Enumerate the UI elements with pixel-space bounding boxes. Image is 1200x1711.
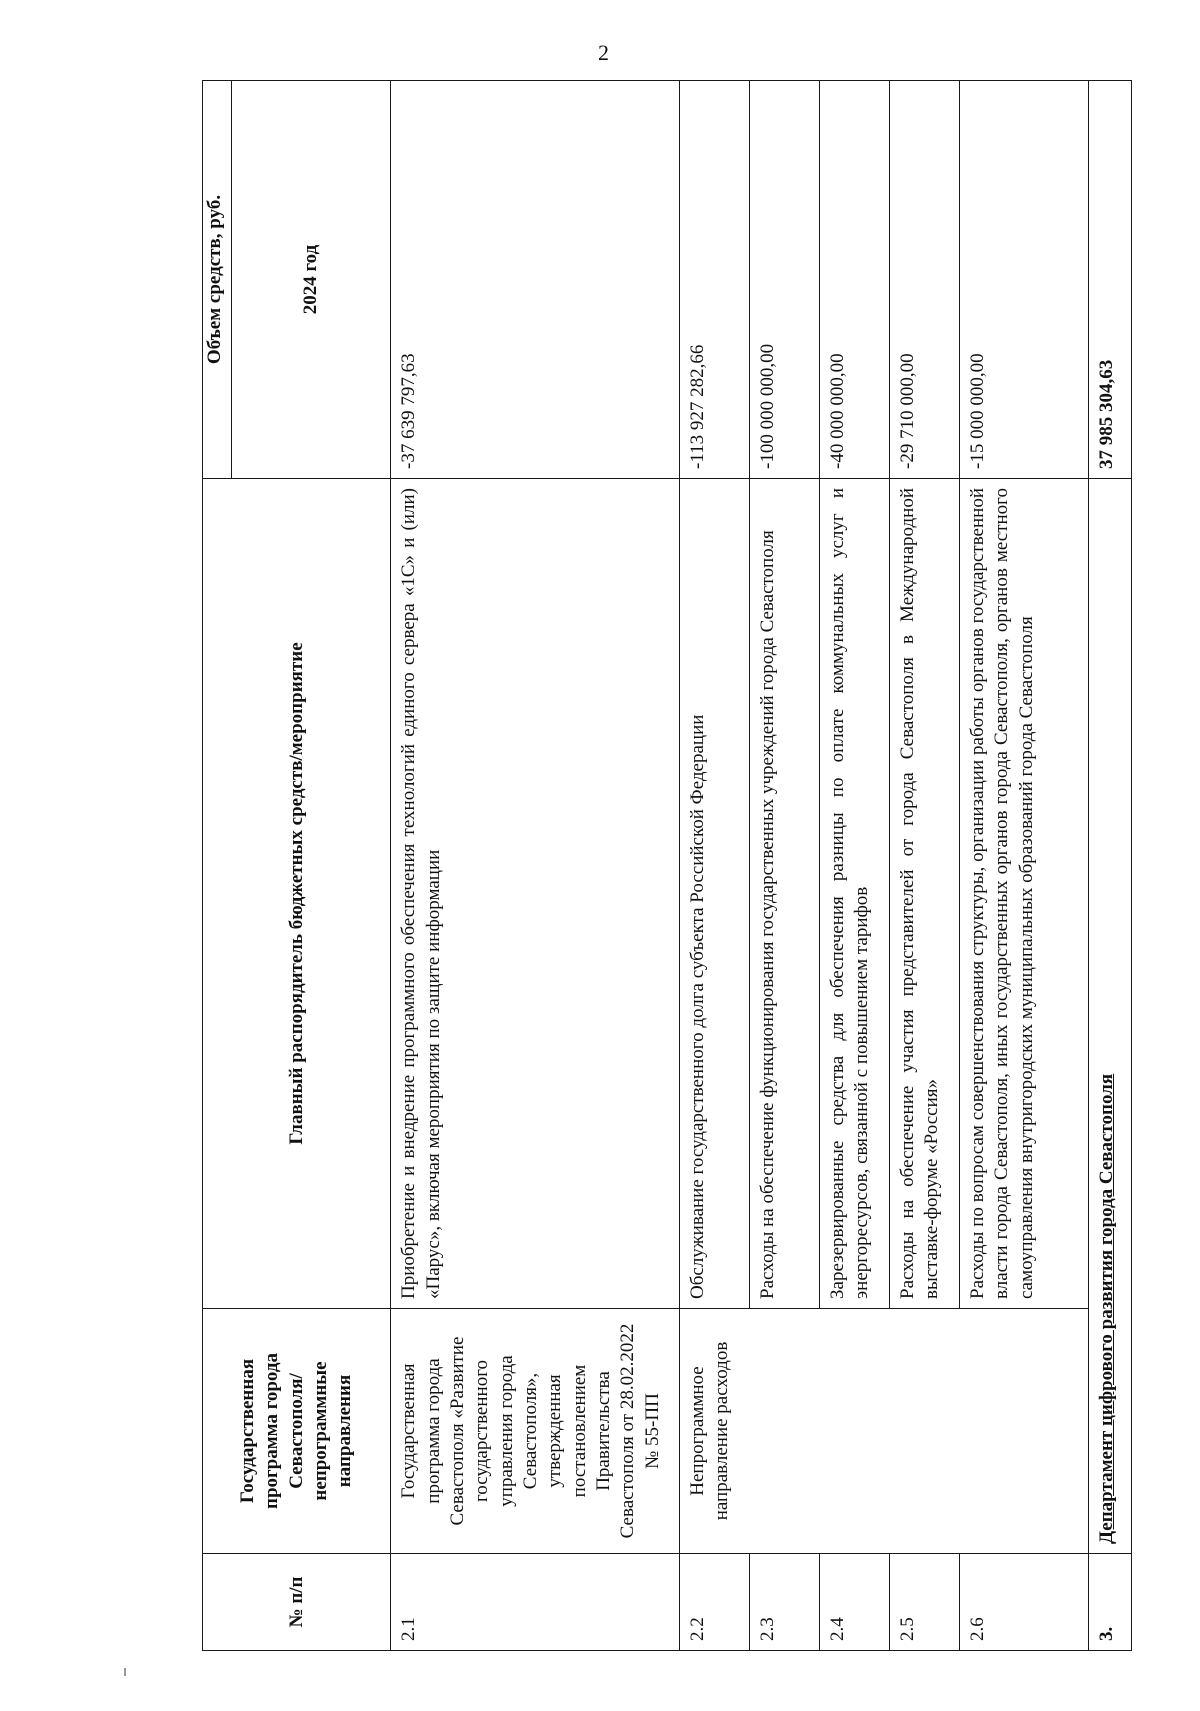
row-description: Зарезервированные средства для обеспечения разницы по оплате коммунальных услуг и энергоресурсов, связанной с повышением тарифов <box>820 479 890 1309</box>
table-row <box>680 81 750 1651</box>
row-amount: -29 710 000,00 <box>890 81 960 479</box>
row-amount: -40 000 000,00 <box>820 81 890 479</box>
header-amount <box>203 81 391 479</box>
row-amount: -113 927 282,66 <box>680 81 750 479</box>
row-number: 2.1 <box>391 1554 680 1651</box>
budget-table-rotated <box>202 81 1132 1651</box>
row-number: 2.3 <box>750 1554 820 1651</box>
budget-table <box>202 80 1132 1651</box>
row-number: 2.4 <box>820 1554 890 1651</box>
header-amount-year: 2024 год <box>300 244 322 315</box>
row-description: Расходы по вопросам совершенствования структуры, организации работы органов государственной власти города Севастополя, иных государственных органов города Севастополя, органов местного самоуправления внутригородских муниципальных образований города Севастополя <box>960 479 1089 1309</box>
total-description: Департамент цифрового развития города Севастополя <box>1088 479 1131 1554</box>
row-description: Приобретение и внедрение программного обеспечения технологий единого сервера «1С» и (или) «Парус», включая мероприятия по защите информации <box>391 479 680 1309</box>
row-amount: -37 639 797,63 <box>391 81 680 479</box>
header-amount-label: Объем средств, руб. <box>203 81 232 478</box>
row-number: 2.2 <box>680 1554 750 1651</box>
row-amount: -100 000 000,00 <box>750 81 820 479</box>
header-program: Государственная программа города Севастополя/ непрограммные направления <box>203 1309 391 1554</box>
row-description: Обслуживание государственного долга субъекта Российской Федерации <box>680 479 750 1309</box>
total-number: 3. <box>1088 1554 1131 1651</box>
row-description: Расходы на обеспечение функционирования государственных учреждений города Севастополя <box>750 479 820 1309</box>
table-total-row <box>1088 81 1131 1651</box>
header-num: № п/п <box>203 1554 391 1651</box>
row-description: Расходы на обеспечение участия представителей от города Севастополя в Международной выставке-форуме «Россия» <box>890 479 960 1309</box>
page-number: 2 <box>598 40 609 65</box>
header-description: Главный распорядитель бюджетных средств/мероприятие <box>203 479 391 1309</box>
row-number: 2.6 <box>960 1554 1089 1651</box>
row-program: Непрограммное направление расходов <box>680 1309 1089 1554</box>
scan-artifact <box>124 1668 126 1676</box>
row-program: Государственная программа города Севастополя «Развитие государственного управления города Севастополя», утвержденная постановлением Правительства Севастополя от 28.02.2022 № 55-ПП <box>391 1309 680 1554</box>
table-row <box>391 81 680 1651</box>
total-amount: 37 985 304,63 <box>1088 81 1131 479</box>
row-number: 2.5 <box>890 1554 960 1651</box>
row-amount: -15 000 000,00 <box>960 81 1089 479</box>
table-header-row <box>203 81 391 1651</box>
